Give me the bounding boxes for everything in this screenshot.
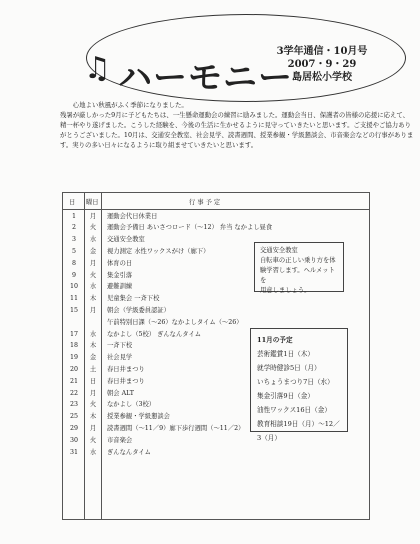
schedule-event: ぎんなんタイム <box>107 448 151 456</box>
schedule-event: 春日井まつり <box>107 365 145 373</box>
traffic-note-line: 験学習します。ヘルメットを <box>260 267 335 284</box>
schedule-event: 午前特別日課（～26）なかよしタイム（～26） <box>107 318 243 326</box>
schedule-event: 春日井まつり <box>107 377 145 385</box>
intro-line-1: 心地よい秋風がふく季節になりました。 <box>72 101 188 109</box>
schedule-event: 児童集会 一斉下校 <box>107 295 160 303</box>
schedule-weekday: 日 <box>89 377 97 385</box>
school-name: 島居松小学校 <box>292 72 352 83</box>
intro-text <box>60 100 414 150</box>
schedule-weekday: 金 <box>89 354 97 362</box>
schedule-event: 朝会 ALT <box>107 389 135 397</box>
schedule-event: 一斉下校 <box>107 342 133 350</box>
schedule-day: 30 <box>69 436 78 444</box>
schedule-weekday: 火 <box>89 224 97 232</box>
traffic-note-line: 用意しましょう。 <box>260 287 311 294</box>
schedule-day: 20 <box>69 365 78 373</box>
schedule-event: 避難訓練 <box>107 283 133 291</box>
schedule-weekday: 火 <box>89 271 97 279</box>
november-item: 油性ワックス16日（金） <box>257 406 331 414</box>
header-weekday: 曜日 <box>86 199 99 206</box>
schedule-event: 読書週間（～11／9）廊下歩行週間（～11／2） <box>107 424 245 432</box>
traffic-safety-note <box>254 242 344 292</box>
schedule-day: 10 <box>69 283 78 291</box>
schedule-day: 21 <box>69 377 78 385</box>
schedule-header <box>63 193 369 210</box>
schedule-event: なかよし（5校） ぎんなんタイム <box>107 330 202 338</box>
schedule-day: 9 <box>71 271 76 279</box>
header-day: 日 <box>69 199 76 206</box>
traffic-note-line: 交通安全教室 <box>260 247 298 254</box>
november-schedule-box <box>250 328 348 442</box>
schedule-day: 19 <box>69 354 78 362</box>
schedule-weekday: 月 <box>89 306 97 314</box>
schedule-day: 3 <box>71 236 76 244</box>
issue-label: 3学年通信・10月号 <box>276 46 368 57</box>
schedule-event: 集金引落 <box>107 271 133 279</box>
issue-date: 2007・9・29 <box>287 59 357 70</box>
november-item: 芸術鑑賞1日（木） <box>257 350 314 358</box>
schedule-weekday: 月 <box>89 259 97 267</box>
schedule-day: 15 <box>69 306 78 314</box>
schedule-day: 2 <box>71 224 76 232</box>
schedule-row <box>63 211 369 223</box>
schedule-weekday: 水 <box>89 283 97 291</box>
schedule-day: 8 <box>71 259 76 267</box>
november-item: 就学時健診5日（月） <box>257 364 321 372</box>
schedule-event: なかよし（3校） <box>107 401 156 409</box>
schedule-event: 運動会代日休業日 <box>107 212 158 220</box>
traffic-note-line: 自転車の正しい乗り方を体 <box>260 257 336 264</box>
schedule-day: 18 <box>69 342 78 350</box>
schedule-event: 朝会（学級委員認証） <box>107 306 170 314</box>
schedule-day: 31 <box>69 448 78 456</box>
schedule-weekday: 金 <box>89 247 97 255</box>
schedule-weekday: 月 <box>89 389 97 397</box>
schedule-weekday: 木 <box>89 295 97 303</box>
schedule-row <box>63 447 369 459</box>
schedule-weekday: 火 <box>89 401 97 409</box>
schedule-day: 11 <box>69 295 78 303</box>
schedule-event: 視力測定 水性ワックスがけ（廊下） <box>107 247 210 255</box>
schedule-weekday: 水 <box>89 330 97 338</box>
november-item: いちょうまつり7日（水） <box>257 378 334 386</box>
schedule-row <box>63 305 369 317</box>
schedule-event: 交通安全教室 <box>107 236 145 244</box>
header-events: 行 事 予 定 <box>189 199 221 206</box>
schedule-day: 23 <box>69 401 78 409</box>
schedule-weekday: 月 <box>89 424 97 432</box>
schedule-weekday: 月 <box>89 212 97 220</box>
schedule-event: 運動会予備日 あいさつロード（～12） 弁当 なかよし昼食 <box>107 224 273 232</box>
schedule-weekday: 水 <box>89 448 97 456</box>
newsletter-title: ハーモニー <box>118 58 293 98</box>
schedule-day: 22 <box>69 389 78 397</box>
schedule-weekday: 土 <box>89 365 97 373</box>
issue-info <box>262 45 382 84</box>
november-item: 教育相談19日（月）～12／3（月） <box>257 420 340 442</box>
schedule-day: 1 <box>71 212 76 220</box>
schedule-weekday: 木 <box>89 342 97 350</box>
november-title: 11月の予定 <box>257 336 293 344</box>
schedule-event: 体育の日 <box>107 259 133 267</box>
schedule-day: 25 <box>69 413 78 421</box>
schedule-day: 5 <box>71 247 76 255</box>
schedule-event: 市音楽会 <box>107 436 133 444</box>
schedule-event: 授業参観・学級懇談会 <box>107 413 170 421</box>
schedule-row <box>63 222 369 234</box>
schedule-weekday: 木 <box>89 413 97 421</box>
schedule-event: 社会見学 <box>107 354 133 362</box>
schedule-weekday: 水 <box>89 236 97 244</box>
schedule-day: 17 <box>69 330 78 338</box>
schedule-day: 29 <box>69 424 78 432</box>
schedule-weekday: 火 <box>89 436 97 444</box>
november-item: 集金引落9日（金） <box>257 392 314 400</box>
intro-paragraph: 残暑が厳しかった9月に子どもたちは、一生懸命運動会の練習に励みました。運動会当日、保護者の皆様の応援に応えて、精一杯やり遂げました。こうした経験を、今後の生活に生かせるように見守っていきたいと思います。ご支援やご協力ありがとうございました。10月は、交通安全教室、社会見学、読書週間、授業参観・学級懇談会、市音楽会などの行事があります。実りの多い日々になるように取り組ませていきたいと思います。 <box>60 111 414 149</box>
schedule-row <box>63 317 369 329</box>
music-note-icon: ♫ <box>84 51 111 86</box>
